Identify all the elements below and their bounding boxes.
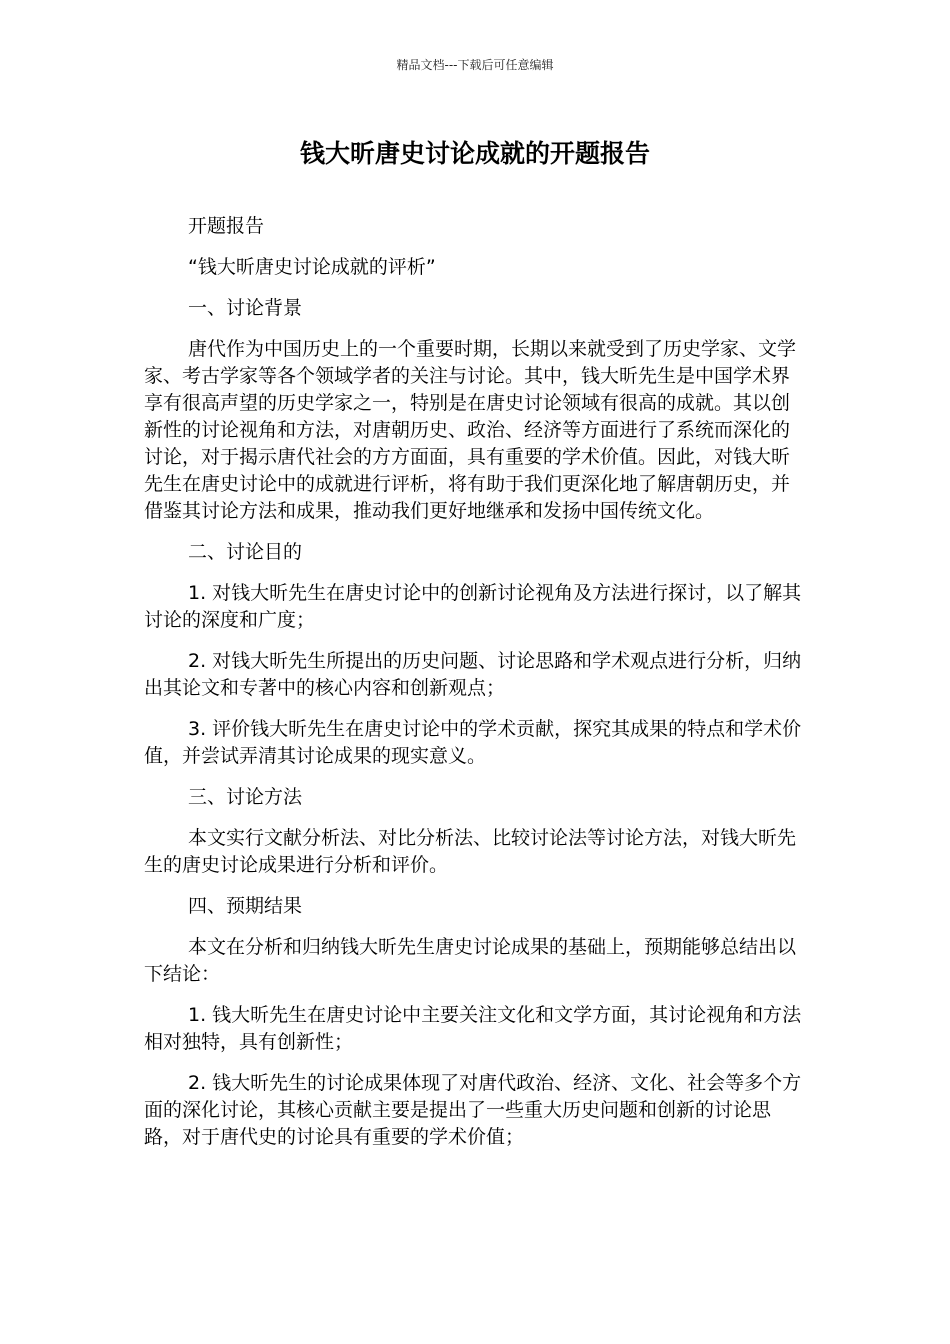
paragraph-subtitle: “钱大昕唐史讨论成就的评析”	[188, 256, 436, 278]
result-item-1: 1. 钱大昕先生在唐史讨论中主要关注文化和文学方面，其讨论视角和方法相对独特，具有创新性；	[144, 1004, 802, 1053]
result-item-2: 2. 钱大昕先生的讨论成果体现了对唐代政治、经济、文化、社会等多个方面的深化讨论，其核心贡献主要是提出了一些重大历史问题和创新的讨论思路，对于唐代史的讨论具有重要的学术价值；	[144, 1072, 802, 1148]
paragraph-report-label: 开题报告	[188, 215, 265, 237]
document-title: 钱大昕唐史讨论成就的开题报告	[299, 139, 650, 168]
purpose-item-2: 2. 对钱大昕先生所提出的历史问题、讨论思路和学术观点进行分析，归纳出其论文和专著中的核心内容和创新观点；	[144, 650, 802, 699]
paragraph-expected-intro: 本文在分析和归纳钱大昕先生唐史讨论成果的基础上，预期能够总结出以下结论：	[144, 936, 797, 985]
paragraph-background: 唐代作为中国历史上的一个重要时期，长期以来就受到了历史学家、文学家、考古学家等各个领域学者的关注与讨论。其中，钱大昕先生是中国学术界享有很高声望的历史学家之一，特别是在唐史讨论领域有很高的成就。其以创新性的讨论视角和方法，对唐朝历史、政治、经济等方面进行了系统而深化的讨论，对于揭示唐代社会的方方面面，具有重要的学术价值。因此，对钱大昕先生在唐史讨论中的成就进行评析，将有助于我们更深化地了解唐朝历史，并借鉴其讨论方法和成果，推动我们更好地继承和发扬中国传统文化。	[144, 338, 797, 522]
section-heading-expected-results: 四、预期结果	[188, 895, 303, 917]
purpose-item-1: 1. 对钱大昕先生在唐史讨论中的创新讨论视角及方法进行探讨，以了解其讨论的深度和广度；	[144, 582, 802, 631]
section-heading-method: 三、讨论方法	[188, 786, 303, 808]
purpose-item-3: 3. 评价钱大昕先生在唐史讨论中的学术贡献，探究其成果的特点和学术价值，并尝试弄清其讨论成果的现实意义。	[144, 718, 802, 767]
paragraph-method: 本文实行文献分析法、对比分析法、比较讨论法等讨论方法，对钱大昕先生的唐史讨论成果进行分析和评价。	[144, 827, 797, 876]
section-heading-purpose: 二、讨论目的	[188, 541, 303, 563]
document-body	[144, 213, 806, 1165]
section-heading-background: 一、讨论背景	[188, 297, 303, 319]
page-header-note: 精品文档---下载后可任意编辑	[396, 58, 554, 72]
